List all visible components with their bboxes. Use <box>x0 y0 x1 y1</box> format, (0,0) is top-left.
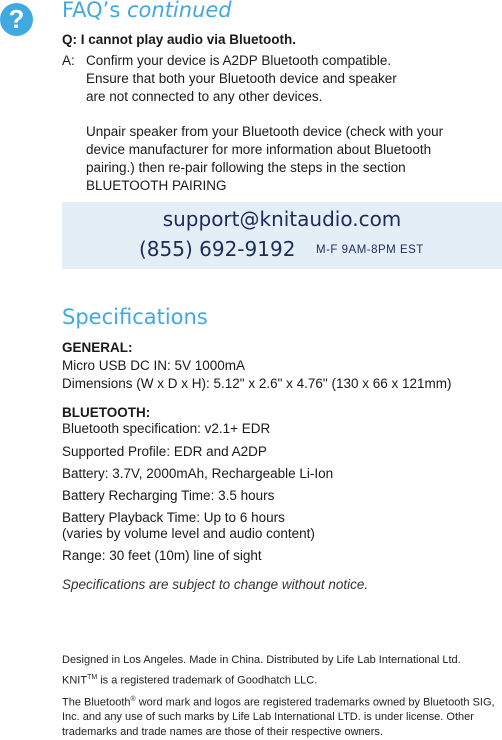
general-heading: GENERAL: <box>62 340 133 355</box>
answer-line: device manufacturer for more information about Bluetooth <box>86 142 432 157</box>
spec-disclaimer: Specifications are subject to change without notice. <box>62 577 369 592</box>
question-mark-icon: ? <box>0 3 33 36</box>
legal-line: trademarks and trade names are those of their respective owners. <box>62 726 383 738</box>
legal-line <box>62 696 495 709</box>
specifications-title: Specifications <box>62 305 208 329</box>
legal-line: Inc. and any use of such marks by Life Lab International LTD. is under license. Other <box>62 711 474 723</box>
legal-text: The Bluetooth <box>62 696 131 709</box>
legal-text: is a registered trademark of Goodhatch LLC. <box>97 674 318 687</box>
support-box <box>62 202 502 269</box>
answer-body <box>86 52 496 195</box>
spec-item: Dimensions (W x D x H): 5.12" x 2.6" x 4.76" (130 x 66 x 121mm) <box>62 376 452 391</box>
faq-title <box>62 0 232 22</box>
answer-line: pairing.) then re-pair following the steps in the section <box>86 160 406 175</box>
faq-title-continued: continued <box>126 0 232 22</box>
answer-line: are not connected to any other devices. <box>86 89 323 104</box>
faq-title-main: FAQ’s <box>62 0 121 22</box>
registered-symbol: ® <box>130 696 136 703</box>
legal-text: KNIT <box>62 674 88 687</box>
answer-line: Unpair speaker from your Bluetooth device (check with your <box>86 124 444 139</box>
spec-item: Battery Playback Time: Up to 6 hours <box>62 510 285 525</box>
spec-item: Supported Profile: EDR and A2DP <box>62 444 267 459</box>
spec-item: Battery Recharging Time: 3.5 hours <box>62 488 275 503</box>
bluetooth-heading: BLUETOOTH: <box>62 405 151 420</box>
answer-label: A: <box>62 53 75 68</box>
answer-line: Confirm your device is A2DP Bluetooth compatible. <box>86 53 392 68</box>
support-email[interactable]: support@knitaudio.com <box>162 207 402 231</box>
faq-question: Q: I cannot play audio via Bluetooth. <box>62 32 297 47</box>
legal-line: Designed in Los Angeles. Made in China. Distributed by Life Lab International Ltd. <box>62 654 461 666</box>
spec-item: Bluetooth specification: v2.1+ EDR <box>62 421 271 436</box>
spec-item: Micro USB DC IN: 5V 1000mA <box>62 358 246 373</box>
support-hours: M-F 9AM-8PM EST <box>316 244 424 256</box>
spec-item: Range: 30 feet (10m) line of sight <box>62 548 262 563</box>
spec-item: Battery: 3.7V, 2000mAh, Rechargeable Li-Ion <box>62 466 334 481</box>
legal-text: word mark and logos are registered trademarks owned by Bluetooth SIG, <box>135 696 495 709</box>
answer-line: BLUETOOTH PAIRING <box>86 178 227 193</box>
answer-line: Ensure that both your Bluetooth device and speaker <box>86 71 397 86</box>
trademark-symbol: TM <box>87 674 98 681</box>
support-phone[interactable]: (855) 692-9192 <box>139 237 296 261</box>
legal-line <box>62 674 317 687</box>
spec-item: (varies by volume level and audio content) <box>62 526 315 541</box>
